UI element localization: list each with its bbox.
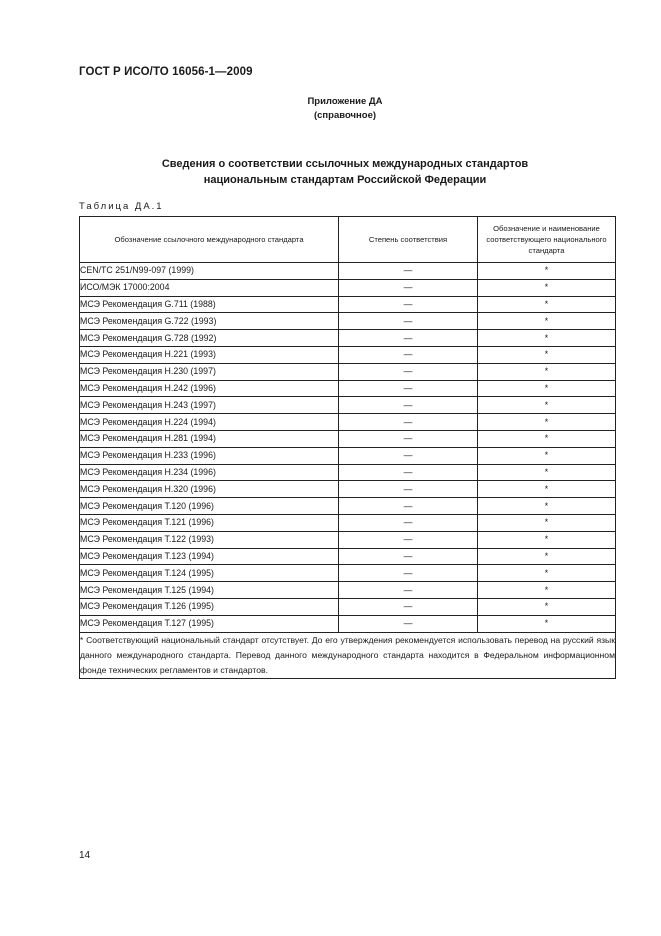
cell-degree: — <box>339 498 478 515</box>
column-header-national: Обозначение и наименование соответствующего национального стандарта <box>478 217 616 263</box>
table-row <box>80 346 616 363</box>
cell-national: * <box>478 464 616 481</box>
cell-degree: — <box>339 548 478 565</box>
table-row <box>80 380 616 397</box>
table-row <box>80 565 616 582</box>
cell-national: * <box>478 296 616 313</box>
cell-national: * <box>478 363 616 380</box>
cell-degree: — <box>339 598 478 615</box>
table-row <box>80 548 616 565</box>
section-title-line-2: национальным стандартам Российской Федерации <box>203 174 487 186</box>
cell-national: * <box>478 481 616 498</box>
cell-standard: МСЭ Рекомендация G.728 (1992) <box>80 330 339 347</box>
cell-national: * <box>478 330 616 347</box>
cell-standard: CEN/TC 251/N99-097 (1999) <box>80 263 339 280</box>
cell-standard: МСЭ Рекомендация T.126 (1995) <box>80 598 339 615</box>
footnote-row <box>80 632 616 678</box>
annex-heading <box>0 95 661 123</box>
table-row <box>80 330 616 347</box>
cell-degree: — <box>339 582 478 599</box>
cell-standard: МСЭ Рекомендация T.127 (1995) <box>80 615 339 632</box>
cell-degree: — <box>339 380 478 397</box>
annex-title: Приложение ДА <box>307 96 383 107</box>
cell-standard: МСЭ Рекомендация H.224 (1994) <box>80 414 339 431</box>
table-row <box>80 615 616 632</box>
cell-degree: — <box>339 447 478 464</box>
table-row <box>80 430 616 447</box>
cell-national: * <box>478 514 616 531</box>
cell-degree: — <box>339 330 478 347</box>
correspondence-table <box>79 216 616 679</box>
cell-standard: ИСО/МЭК 17000:2004 <box>80 279 339 296</box>
table-row <box>80 296 616 313</box>
table-row <box>80 464 616 481</box>
cell-degree: — <box>339 313 478 330</box>
cell-national: * <box>478 430 616 447</box>
page-number: 14 <box>79 850 91 861</box>
cell-standard: МСЭ Рекомендация H.233 (1996) <box>80 447 339 464</box>
table-footnote: * Соответствующий национальный стандарт отсутствует. До его утверждения рекомендуется использовать перевод на русский язык данного международного стандарта. Перевод данного международного стандарта находится в Федеральном информационном фонде технических регламентов и стандартов. <box>80 632 616 678</box>
cell-degree: — <box>339 414 478 431</box>
table-row <box>80 279 616 296</box>
cell-standard: МСЭ Рекомендация T.122 (1993) <box>80 531 339 548</box>
cell-degree: — <box>339 363 478 380</box>
table-header-row <box>80 217 616 263</box>
cell-standard: МСЭ Рекомендация H.230 (1997) <box>80 363 339 380</box>
cell-national: * <box>478 615 616 632</box>
cell-standard: МСЭ Рекомендация H.242 (1996) <box>80 380 339 397</box>
cell-degree: — <box>339 346 478 363</box>
cell-standard: МСЭ Рекомендация H.221 (1993) <box>80 346 339 363</box>
table-row <box>80 397 616 414</box>
cell-standard: МСЭ Рекомендация G.722 (1993) <box>80 313 339 330</box>
cell-degree: — <box>339 397 478 414</box>
cell-degree: — <box>339 531 478 548</box>
cell-standard: МСЭ Рекомендация H.234 (1996) <box>80 464 339 481</box>
cell-standard: МСЭ Рекомендация T.125 (1994) <box>80 582 339 599</box>
cell-standard: МСЭ Рекомендация T.123 (1994) <box>80 548 339 565</box>
cell-standard: МСЭ Рекомендация H.243 (1997) <box>80 397 339 414</box>
section-title <box>0 156 661 188</box>
cell-degree: — <box>339 565 478 582</box>
table-row <box>80 447 616 464</box>
cell-national: * <box>478 263 616 280</box>
cell-national: * <box>478 447 616 464</box>
cell-standard: МСЭ Рекомендация H.281 (1994) <box>80 430 339 447</box>
cell-degree: — <box>339 615 478 632</box>
table-row <box>80 263 616 280</box>
cell-national: * <box>478 279 616 296</box>
table-row <box>80 481 616 498</box>
cell-national: * <box>478 582 616 599</box>
cell-standard: МСЭ Рекомендация H.320 (1996) <box>80 481 339 498</box>
cell-degree: — <box>339 514 478 531</box>
table-row <box>80 514 616 531</box>
cell-national: * <box>478 313 616 330</box>
cell-national: * <box>478 346 616 363</box>
cell-national: * <box>478 531 616 548</box>
table-row <box>80 313 616 330</box>
table-footer <box>80 632 616 678</box>
cell-national: * <box>478 498 616 515</box>
table-row <box>80 582 616 599</box>
annex-subtitle: (справочное) <box>313 110 377 121</box>
column-header-standard: Обозначение ссылочного международного стандарта <box>80 217 339 263</box>
table-row <box>80 498 616 515</box>
table-row <box>80 598 616 615</box>
table-row <box>80 414 616 431</box>
cell-degree: — <box>339 296 478 313</box>
cell-national: * <box>478 548 616 565</box>
table-label: Таблица ДА.1 <box>79 201 164 212</box>
cell-degree: — <box>339 263 478 280</box>
column-header-degree: Степень соответствия <box>339 217 478 263</box>
cell-standard: МСЭ Рекомендация T.121 (1996) <box>80 514 339 531</box>
cell-national: * <box>478 598 616 615</box>
table-header <box>80 217 616 263</box>
table-row <box>80 531 616 548</box>
cell-national: * <box>478 397 616 414</box>
cell-degree: — <box>339 481 478 498</box>
cell-standard: МСЭ Рекомендация T.124 (1995) <box>80 565 339 582</box>
cell-degree: — <box>339 430 478 447</box>
table-body <box>80 263 616 633</box>
section-title-line-1: Сведения о соответствии ссылочных международных стандартов <box>161 158 529 170</box>
cell-degree: — <box>339 464 478 481</box>
cell-degree: — <box>339 279 478 296</box>
cell-national: * <box>478 414 616 431</box>
cell-standard: МСЭ Рекомендация T.120 (1996) <box>80 498 339 515</box>
document-header: ГОСТ Р ИСО/ТО 16056-1—2009 <box>79 66 253 78</box>
cell-national: * <box>478 380 616 397</box>
table-row <box>80 363 616 380</box>
cell-national: * <box>478 565 616 582</box>
cell-standard: МСЭ Рекомендация G.711 (1988) <box>80 296 339 313</box>
